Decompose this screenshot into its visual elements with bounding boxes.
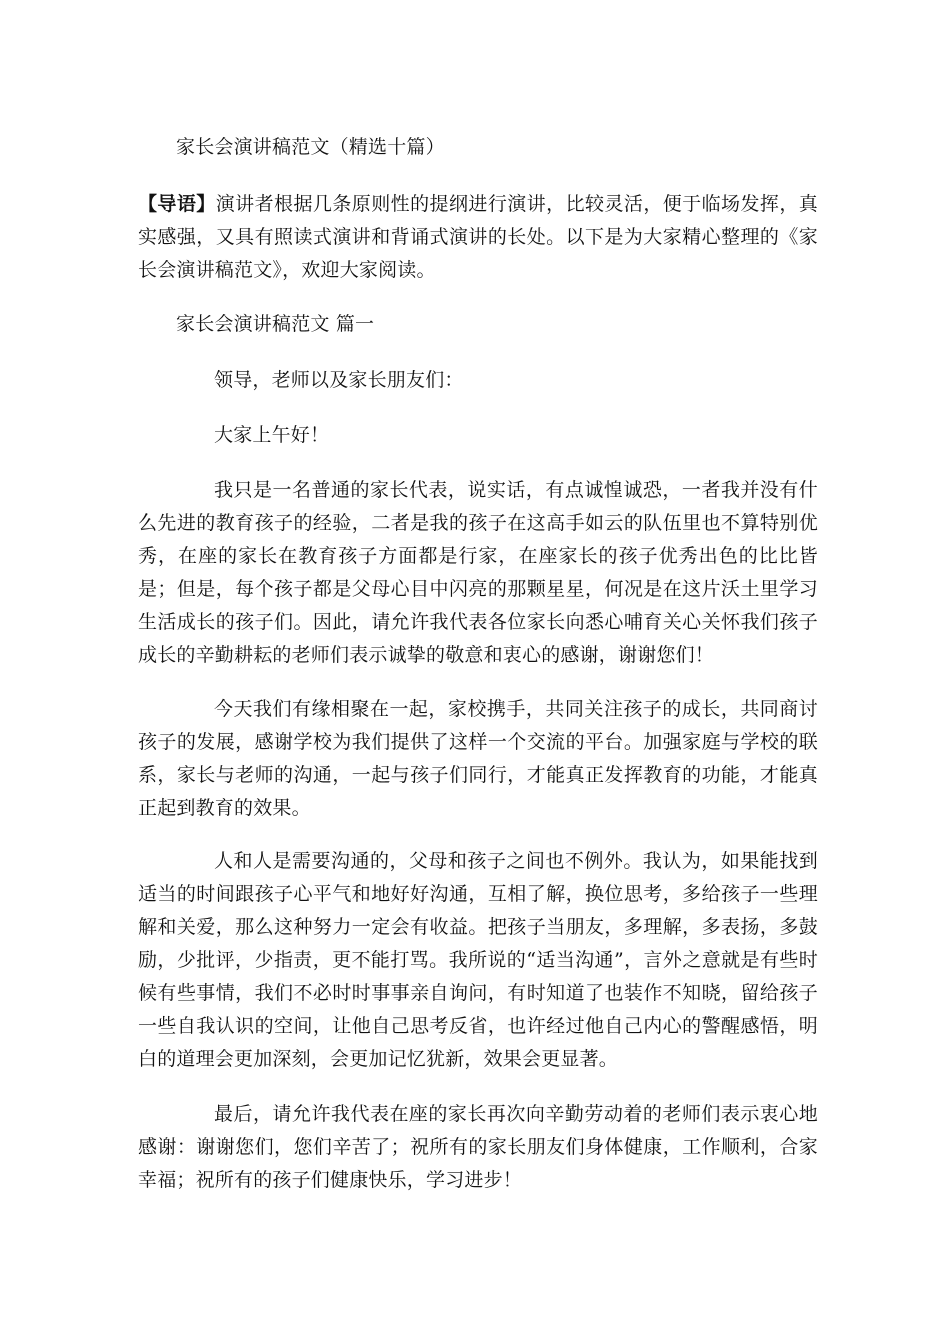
body-paragraph-4: 最后，请允许我代表在座的家长再次向辛勤劳动着的老师们表示衷心地感谢：谢谢您们，您们辛苦了；祝所有的家长朋友们身体健康，工作顺利，合家幸福；祝所有的孩子们健康快乐，学习进步！ xyxy=(138,1103,818,1191)
greeting: 大家上午好！ xyxy=(214,424,330,446)
salutation: 领导，老师以及家长朋友们： xyxy=(214,369,464,391)
intro-text: 演讲者根据几条原则性的提纲进行演讲，比较灵活，便于临场发挥，真实感强，又具有照读式演讲和背诵式演讲的长处。以下是为大家精心整理的《家长会演讲稿范文》，欢迎大家阅读。 xyxy=(138,193,818,281)
document-title: 家长会演讲稿范文（精选十篇） xyxy=(176,136,445,158)
body-paragraph-2: 今天我们有缘相聚在一起，家校携手，共同关注孩子的成长，共同商讨孩子的发展，感谢学校为我们提供了这样一个交流的平台。加强家庭与学校的联系，家长与老师的沟通，一起与孩子们同行，才能真正发挥教育的功能，才能真正起到教育的效果。 xyxy=(138,698,818,819)
body-paragraph-1: 我只是一名普通的家长代表，说实话，有点诚惶诚恐，一者我并没有什么先进的教育孩子的经验，二者是我的孩子在这高手如云的队伍里也不算特别优秀，在座的家长在教育孩子方面都是行家，在座家长的孩子优秀出色的比比皆是；但是，每个孩子都是父母心目中闪亮的那颗星星，何况是在这片沃土里学习生活成长的孩子们。因此，请允许我代表各位家长向悉心哺育关心关怀我们孩子成长的辛勤耕耘的老师们表示诚挚的敬意和衷心的感谢，谢谢您们！ xyxy=(138,479,818,666)
body-paragraph-3: 人和人是需要沟通的，父母和孩子之间也不例外。我认为，如果能找到适当的时间跟孩子心平气和地好好沟通，互相了解，换位思考，多给孩子一些理解和关爱，那么这种努力一定会有收益。把孩子当朋友，多理解，多表扬，多鼓励，少批评，少指责，更不能打骂。我所说的“适当沟通”，言外之意就是有些时候有些事情，我们不必时时事事亲自询问，有时知道了也装作不知晓，留给孩子一些自我认识的空间，让他自己思考反省，也许经过他自己内心的警醒感悟，明白的道理会更加深刻，会更加记忆犹新，效果会更显著。 xyxy=(138,850,818,1070)
section-title: 家长会演讲稿范文 篇一 xyxy=(176,313,375,335)
intro-paragraph xyxy=(138,188,818,287)
intro-lead: 【导语】 xyxy=(138,193,216,215)
